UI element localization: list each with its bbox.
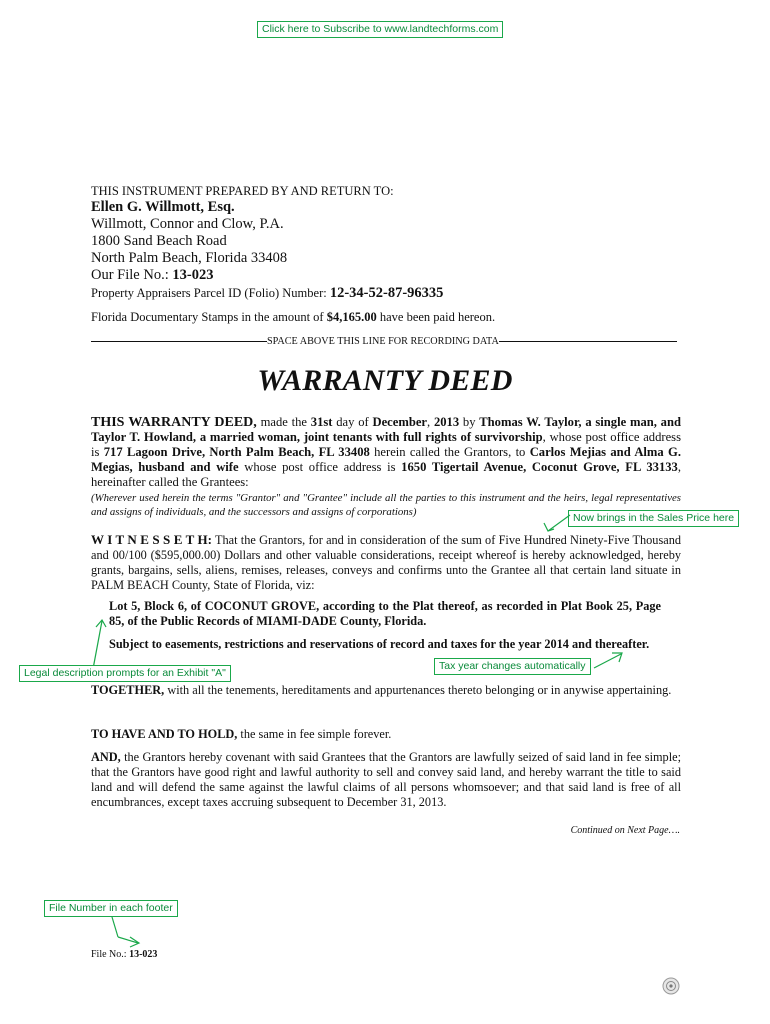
witnesseth-lead: W I T N E S S E T H: [91,532,212,547]
deed-day: 31st [310,415,333,429]
recording-underline-left [91,341,267,342]
stamps-post: have been paid hereon. [376,310,496,324]
grantee-address: 1650 Tigertail Avenue, Coconut Grove, FL 33133 [401,460,678,474]
tax-year-callout: Tax year changes automatically [434,658,591,675]
sales-price-callout: Now brings in the Sales Price here [568,510,739,527]
grantor-address: 717 Lagoon Drive, North Palm Beach, FL 33408 [103,445,370,459]
file-number-callout: File Number in each footer [44,900,178,917]
preparer-block [91,183,691,325]
stamps-pre: Florida Documentary Stamps in the amount of [91,310,327,324]
witnesseth-text: That the Grantors, for and in consideration of the sum of Five Hundred Ninety-Five Thousand and 00/100 ($595,000.00) Dollars and other valuable considerations, receipt whereof is hereby acknowledged, hereby grants, bargains, sells, aliens, remises, releases, conveys and confirms unto the Grantee all that certain land situate in PALM BEACH County, State of Florida, viz: [91,533,681,592]
subject-to-clause: Subject to easements, restrictions and reservations of record and taxes for the year 2014 and thereafter. [109,637,650,651]
habendum-clause [91,727,681,742]
footer-number: 13-023 [129,949,158,960]
firm-name: Willmott, Connor and Clow, P.A. [91,216,284,232]
seal-icon [662,977,680,995]
document-title: WARRANTY DEED [257,364,513,397]
together-text: with all the tenements, hereditaments and appurtenances thereto belonging or in anywise appertaining. [164,683,672,697]
intro-t8: , hereinafter called the Grantees: [91,460,681,489]
recording-label: SPACE ABOVE THIS LINE FOR RECORDING DATA [267,336,499,347]
deed-lead: THIS WARRANTY DEED, [91,415,257,430]
subscribe-link[interactable]: Click here to Subscribe to www.landtechforms.com [257,21,503,38]
intro-t4: by [459,415,480,429]
intro-paragraph [91,415,681,519]
file-number-arrow-icon [108,915,144,949]
intro-t1: made the [256,415,311,429]
file-label: Our File No.: [91,267,173,283]
together-lead: TOGETHER, [91,683,165,697]
street-address: 1800 Sand Beach Road [91,233,227,249]
city-address: North Palm Beach, Florida 33408 [91,250,288,266]
footer-file-number [91,949,157,960]
habendum-lead: TO HAVE AND TO HOLD, [91,727,238,741]
recording-underline-right [499,341,677,342]
intro-t5: , whose post office address is [91,430,681,459]
parcel-label: Property Appraisers Parcel ID (Folio) Number: [91,286,330,300]
habendum-text: the same in fee simple forever. [237,727,392,741]
legal-description: Lot 5, Block 6, of COCONUT GROVE, according to the Plat thereof, as recorded in Plat Book 25, Page 85, of the Public Records of MIAMI-DADE County, Florida. [109,599,661,628]
prepared-heading: THIS INSTRUMENT PREPARED BY AND RETURN TO: [91,184,394,198]
stamps-amount: $4,165.00 [326,310,377,324]
terms-note: (Wherever used herein the terms "Grantor" and "Grantee" include all the parties to this instrument and the heirs, legal representatives and assigns of individuals, and the successors and assigns of corporations) [91,492,681,518]
intro-t7: whose post office address is [238,460,402,474]
legal-desc-callout: Legal description prompts for an Exhibit "A" [19,665,231,682]
deed-month: December [372,415,428,429]
attorney-name: Ellen G. Willmott, Esq. [91,199,235,215]
grantors: Thomas W. Taylor, a single man, and Taylor T. Howland, a married woman, joint tenants with full rights of survivorship [91,415,681,444]
stamps-line [91,309,691,325]
grantees: Carlos Mejias and Alma G. Megias, husband and wife [91,445,681,474]
legal-desc-arrow-icon [88,617,112,671]
parcel-line [91,285,691,302]
continued-note: Continued on Next Page…. [570,825,680,836]
file-number: 13-023 [172,267,214,283]
parcel-id: 12-34-52-87-96335 [329,285,444,301]
covenant-clause [91,750,681,810]
tax-year-arrow-icon [592,650,626,672]
file-number-line [91,267,691,284]
deed-year: 2013 [433,415,460,429]
sales-price-arrow-icon [540,512,572,534]
intro-t2: day of [332,415,373,429]
covenant-lead: AND, [91,750,121,764]
witnesseth-paragraph [91,532,681,593]
footer-label: File No.: [91,949,130,960]
together-clause [91,683,681,698]
intro-t3: , [427,415,434,429]
recording-data-line [91,336,681,348]
covenant-text: the Grantors hereby covenant with said Grantees that the Grantors are lawfully seized of said land in fee simple; that the Grantors have good right and lawful authority to sell and convey said land, and hereby warrant the title to said land and will defend the same against the lawful claims of all persons whomsoever; and that said land is free of all encumbrances, except taxes accruing subsequent to December 31, 2013. [91,750,681,809]
intro-t6: herein called the Grantors, to [369,445,530,459]
